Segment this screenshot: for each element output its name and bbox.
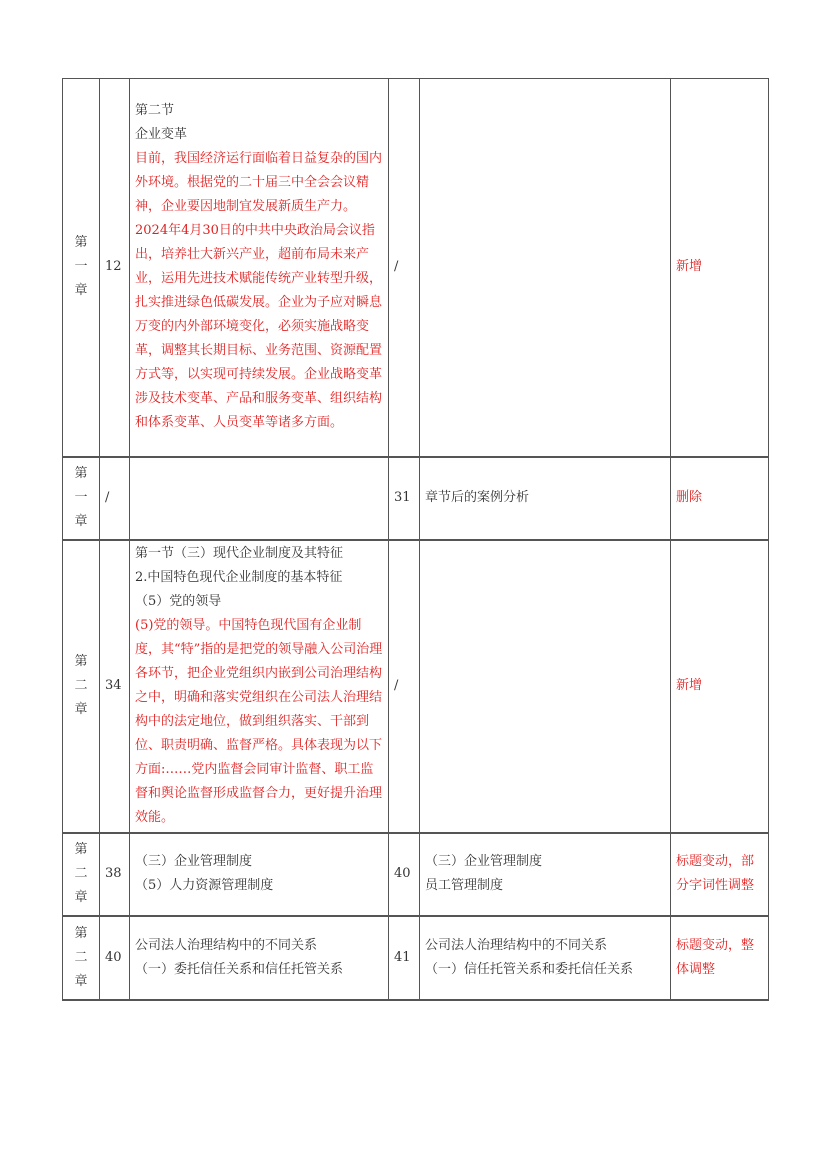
chapter-cell: 第 二 章 bbox=[63, 540, 100, 833]
added-text: (5)党的领导。中国特色现代国有企业制度，其“特”指的是把党的领导融入公司治理各环节，把企业党组织内嵌到公司治理结构之中，明确和落实党组织在公司法人治理结构中的法定地位，做到组织落实、干部到位、职责明确、监督严格。具体表现为以下方面:……党内监督会同审计监督、职工监督和舆论监督形成监督合力，更好提升治理效能。 bbox=[135, 618, 383, 825]
added-text: 目前，我国经济运行面临着日益复杂的国内外环境。根据党的二十届三中全会会议精神，企业要因地制宜发展新质生产力。2024年4月30日的中共中央政治局会议指出，培养壮大新兴产业，超前布局未来产业，运用先进技术赋能传统产业转型升级，扎实推进绿色低碳发展。企业为子应对瞬息万变的内外部环境变化，必须实施战略变革，调整其长期目标、业务范围、资源配置方式等，以实现可持续发展。企业战略变革涉及技术变革、产品和服务变革、组织结构和体系变革、人员变革等诸多方面。 bbox=[135, 151, 383, 431]
new-page-cell: 41 bbox=[389, 916, 420, 1000]
table-row bbox=[63, 833, 769, 916]
new-content-cell bbox=[420, 79, 671, 457]
change-note: 新增 bbox=[671, 540, 769, 833]
table-row bbox=[63, 79, 769, 457]
table-row bbox=[63, 457, 769, 540]
old-content-cell: 公司法人治理结构中的不同关系 （一）委托信任关系和信任托管关系 bbox=[130, 916, 389, 1000]
new-page-cell: 40 bbox=[389, 833, 420, 916]
new-content-cell bbox=[420, 540, 671, 833]
old-page-cell: 34 bbox=[100, 540, 130, 833]
change-note: 新增 bbox=[671, 79, 769, 457]
chapter-cell: 第 二 章 bbox=[63, 916, 100, 1000]
old-page-cell: 12 bbox=[100, 79, 130, 457]
new-page-cell: / bbox=[389, 540, 420, 833]
change-note: 标题变动，整体调整 bbox=[671, 916, 769, 1000]
chapter-cell: 第 一 章 bbox=[63, 79, 100, 457]
new-page-cell: / bbox=[389, 79, 420, 457]
old-content-cell bbox=[130, 79, 389, 457]
new-content-cell: 章节后的案例分析 bbox=[420, 457, 671, 540]
comparison-table bbox=[62, 78, 769, 1001]
old-page-cell: / bbox=[100, 457, 130, 540]
table-row bbox=[63, 540, 769, 833]
chapter-cell: 第 一 章 bbox=[63, 457, 100, 540]
old-content-cell bbox=[130, 457, 389, 540]
old-content-cell: 第一节（三）现代企业制度及其特征 2.中国特色现代企业制度的基本特征 （5）党的领导 (5)党的领导。中国特色现代国有企业制度，其“特”指的是把党的领导融入公司治理各环节，把企业党组织内嵌到公司治理结构之中，明确和落实党组织在公司法人治理结构中的法定地位，做到组织落实、干部到位、职责明确、监督严格。具体表现为以下方面:……党内监督会同审计监督、职工监督和舆论监督形成监督合力，更好提升治理效能。 bbox=[130, 540, 389, 833]
change-note: 删除 bbox=[671, 457, 769, 540]
section-subtitle: 企业变革 bbox=[135, 127, 188, 143]
old-page-cell: 38 bbox=[100, 833, 130, 916]
chapter-cell: 第 二 章 bbox=[63, 833, 100, 916]
old-page-cell: 40 bbox=[100, 916, 130, 1000]
change-note: 标题变动，部分字词性调整 bbox=[671, 833, 769, 916]
new-page-cell: 31 bbox=[389, 457, 420, 540]
old-content-cell: （三）企业管理制度 （5）人力资源管理制度 bbox=[130, 833, 389, 916]
new-content-cell: 公司法人治理结构中的不同关系 （一）信任托管关系和委托信任关系 bbox=[420, 916, 671, 1000]
section-title: 第二节 bbox=[135, 103, 175, 119]
table-row bbox=[63, 916, 769, 1000]
new-content-cell: （三）企业管理制度 员工管理制度 bbox=[420, 833, 671, 916]
